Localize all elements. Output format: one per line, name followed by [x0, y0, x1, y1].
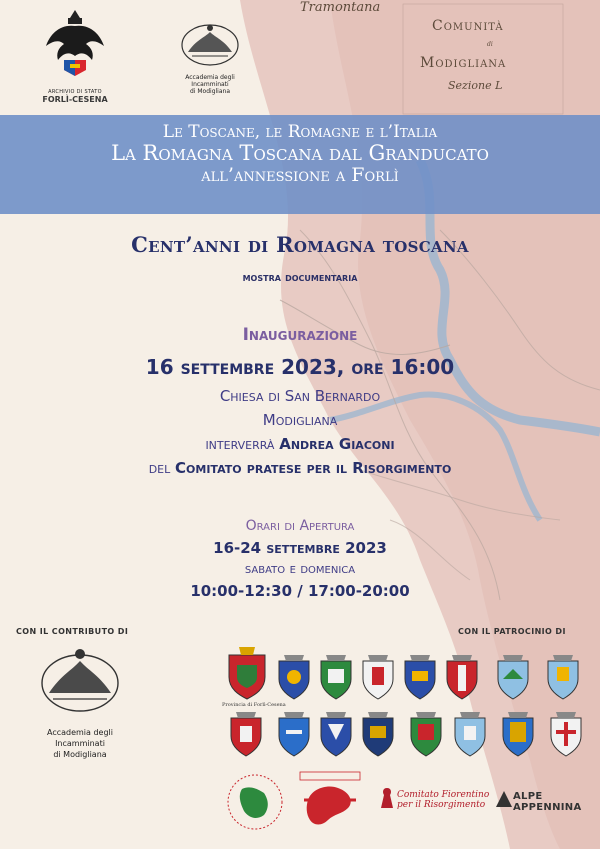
- contributo-label: CON IL CONTRIBUTO DI: [16, 627, 129, 636]
- archivio-big-label: FORLÌ-CESENA: [42, 95, 108, 104]
- mountain-icon: [495, 788, 513, 808]
- accademia-emblem-icon: [35, 645, 125, 717]
- comune-crest-icon: [228, 712, 264, 758]
- patrocinio-label: CON IL PATROCINIO DI: [458, 627, 566, 636]
- comune-crest-icon: [548, 712, 584, 758]
- map-label-comunita: Comunità: [432, 18, 504, 34]
- comune-crest-icon: [495, 655, 531, 701]
- venue-name: Chiesa di San Bernardo: [219, 387, 381, 405]
- committee-name: Comitato pratese per il Risorgimento: [175, 459, 452, 477]
- accademia-top-line-3: di Modigliana: [189, 88, 230, 95]
- inauguration-label: Inaugurazione: [242, 325, 358, 345]
- banner-line-3: all’annessione a Forlì: [201, 163, 399, 186]
- comune-crest-icon: [360, 712, 396, 758]
- comune-crest-icon: [276, 655, 312, 701]
- alpe-line-2: APPENNINA: [513, 802, 582, 813]
- provincia-crest-icon: [225, 645, 269, 701]
- venue-town: Modigliana: [262, 411, 338, 429]
- map-label-tramontana: Tramontana: [300, 0, 381, 15]
- opening-days: sabato e domenica: [244, 561, 356, 577]
- comitato-fiorentino-logo: [397, 790, 489, 810]
- committee-prefix: del: [148, 459, 176, 477]
- comune-crest-icon: [452, 712, 488, 758]
- committee-line: [0, 459, 600, 477]
- eagle-crest-icon: [40, 6, 110, 84]
- opening-dates: 16-24 settembre 2023: [213, 539, 387, 557]
- comune-crest-icon: [500, 712, 536, 758]
- comitato-pratese-logo-icon: [298, 770, 362, 832]
- map-label-sezione: Sezione L: [448, 79, 503, 92]
- archivio-small-label: ARCHIVIO DI STATO: [48, 89, 102, 95]
- comune-crest-icon: [402, 655, 438, 701]
- accademia-bottom-line-1: Accademia degli: [46, 728, 113, 737]
- comune-crest-icon: [318, 655, 354, 701]
- banner-line-1: Le Toscane, le Romagne e l’Italia: [162, 122, 438, 142]
- accademia-top-line-2: Incamminati: [191, 81, 229, 88]
- alpe-line-1: ALPE: [513, 791, 543, 802]
- exhibition-title: Cent’anni di Romagna toscana: [131, 232, 469, 257]
- comune-crest-icon: [276, 712, 312, 758]
- opening-times: 10:00-12:30 / 17:00-20:00: [190, 582, 410, 600]
- comune-crest-icon: [444, 655, 480, 701]
- accademia-top-line-1: Accademia degli: [185, 74, 235, 81]
- red-figure-icon: [378, 786, 396, 810]
- exhibition-subtitle: mostra documentaria: [242, 270, 358, 284]
- accademia-emblem-icon: [178, 22, 242, 68]
- archivio-di-stato-logo: [30, 6, 120, 104]
- comune-crest-icon: [360, 655, 396, 701]
- accademia-logo-top: [170, 22, 250, 95]
- comitato-fiorentino-line-1: Comitato Fiorentino: [397, 790, 490, 800]
- speaker-line: [0, 435, 600, 453]
- comitato-fiorentino-line-2: per il Risorgimento: [397, 800, 486, 810]
- opening-hours-heading: Orari di Apertura: [245, 518, 355, 534]
- inauguration-date: 16 settembre 2023, ore 16:00: [145, 355, 455, 379]
- accademia-logo-bottom: [20, 645, 140, 760]
- map-label-modigliana: Modigliana: [420, 55, 507, 71]
- accademia-bottom-line-3: di Modigliana: [53, 750, 107, 759]
- banner-line-2: La Romagna Toscana dal Granducato: [111, 140, 489, 165]
- alpe-appennina-logo: [513, 791, 582, 813]
- comune-crest-icon: [545, 655, 581, 701]
- provincia-caption: Provincia di Forlì-Cesena: [222, 702, 286, 708]
- comune-crest-icon: [318, 712, 354, 758]
- map-label-di: di: [487, 41, 493, 48]
- accademia-bottom-line-2: Incamminati: [55, 739, 105, 748]
- title-banner: [0, 115, 600, 214]
- speaker-prefix: interverrà: [205, 435, 280, 453]
- comune-crest-icon: [408, 712, 444, 758]
- speaker-name: Andrea Giaconi: [279, 435, 395, 453]
- tuscany-region-logo-icon: [226, 771, 284, 833]
